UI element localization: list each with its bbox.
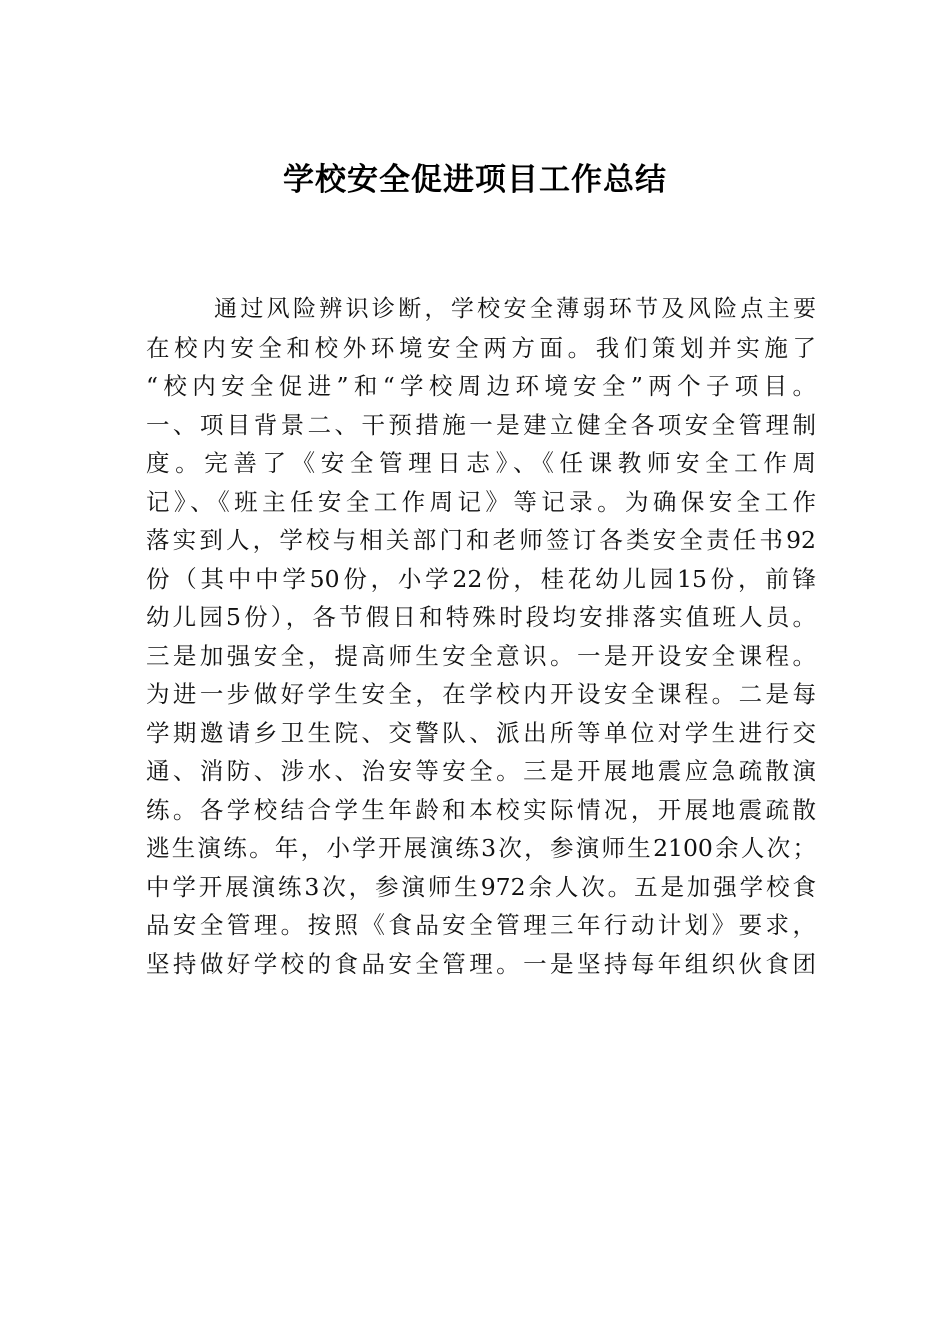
- body-line-7: 落实到人，学校与相关部门和老师签订各类安全责任书92: [146, 526, 816, 554]
- body-line-3: “校内安全促进”和“学校周边环境安全”两个子项目。: [146, 372, 816, 400]
- body-line-18: 坚持做好学校的食品安全管理。一是坚持每年组织伙食团: [146, 949, 816, 978]
- body-line-17: 品安全管理。按照《食品安全管理三年行动计划》要求，: [146, 911, 816, 939]
- body-line-5: 度。完善了《安全管理日志》、《任课教师安全工作周: [146, 449, 816, 477]
- body-line-10: 三是加强安全，提高师生安全意识。一是开设安全课程。: [146, 641, 816, 670]
- document-body: [146, 290, 816, 983]
- body-line-9: 幼儿园5份），各节假日和特殊时段均安排落实值班人员。: [146, 603, 816, 631]
- body-line-12: 学期邀请乡卫生院、交警队、派出所等单位对学生进行交: [146, 718, 816, 747]
- body-line-4: 一、项目背景二、干预措施一是建立健全各项安全管理制: [146, 410, 816, 439]
- body-line-13: 通、消防、涉水、治安等安全。三是开展地震应急疏散演: [146, 757, 816, 785]
- body-line-15: 逃生演练。年，小学开展演练3次，参演师生2100余人次；: [146, 834, 816, 862]
- body-line-16: 中学开展演练3次，参演师生972余人次。五是加强学校食: [146, 872, 816, 901]
- body-line-2: 在校内安全和校外环境安全两方面。我们策划并实施了: [146, 333, 816, 362]
- body-line-1: 通过风险辨识诊断，学校安全薄弱环节及风险点主要: [214, 296, 816, 322]
- document-title: 学校安全促进项目工作总结: [283, 162, 667, 198]
- body-line-6: 记》、《班主任安全工作周记》等记录。为确保安全工作: [146, 487, 816, 516]
- body-line-14: 练。各学校结合学生年龄和本校实际情况，开展地震疏散: [146, 795, 816, 824]
- body-line-8: 份（其中中学50份，小学22份，桂花幼儿园15份，前锋: [146, 564, 816, 593]
- body-line-11: 为进一步做好学生安全，在学校内开设安全课程。二是每: [146, 680, 816, 708]
